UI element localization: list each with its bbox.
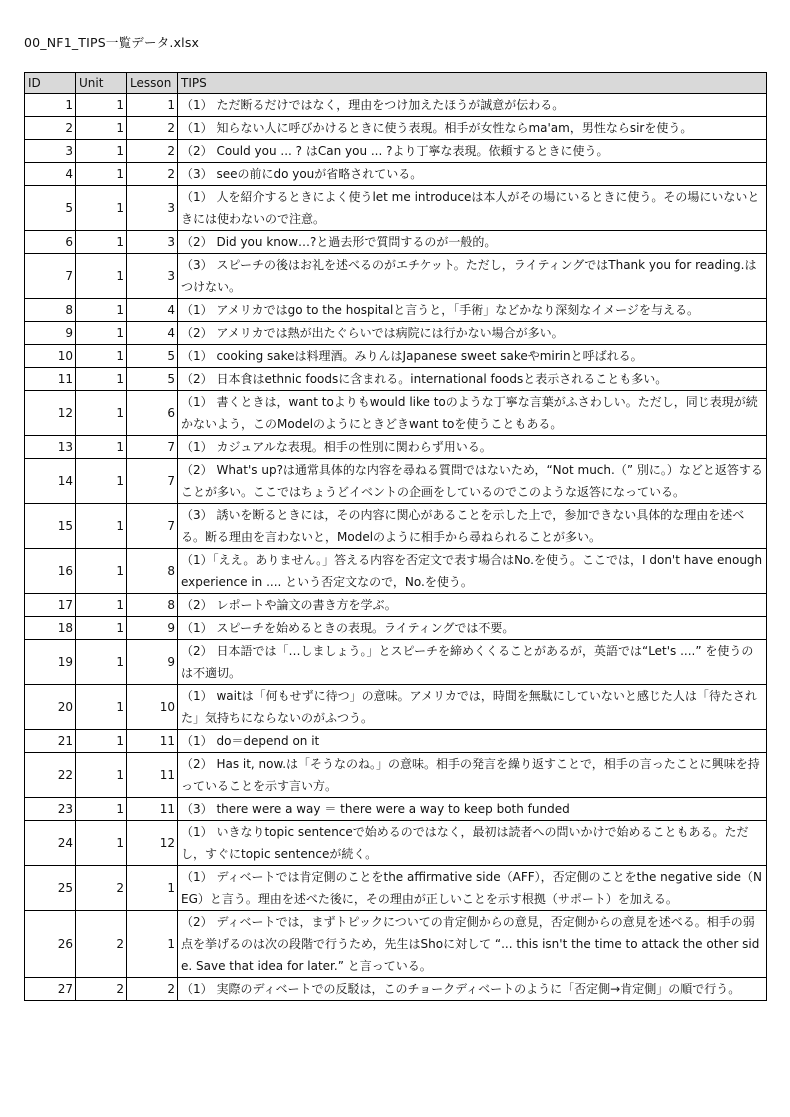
cell-unit: 1 xyxy=(76,504,127,549)
table-row xyxy=(25,504,767,549)
table-row xyxy=(25,911,767,978)
cell-tips: （3） seeの前にdo youが省略されている。 xyxy=(178,163,767,186)
header-id: ID xyxy=(25,73,76,94)
cell-tips: （1） ディベートでは肯定側のことをthe affirmative side（AFF），否定側のことをthe negative side（NEG）と言う。理由を述べた後に，その理由が正しいことを示す根拠（サポート）を加える。 xyxy=(178,866,767,911)
cell-lesson: 7 xyxy=(127,504,178,549)
cell-unit: 1 xyxy=(76,345,127,368)
cell-unit: 1 xyxy=(76,640,127,685)
cell-unit: 1 xyxy=(76,730,127,753)
cell-lesson: 4 xyxy=(127,322,178,345)
cell-lesson: 11 xyxy=(127,753,178,798)
header-lesson: Lesson xyxy=(127,73,178,94)
cell-lesson: 4 xyxy=(127,299,178,322)
table-row xyxy=(25,640,767,685)
cell-tips: （3） 誘いを断るときには，その内容に関心があることを示した上で，参加できない具体的な理由を述べる。断る理由を言わないと，Modelのように相手から尋ねられることが多い。 xyxy=(178,504,767,549)
cell-lesson: 11 xyxy=(127,798,178,821)
cell-id: 3 xyxy=(25,140,76,163)
cell-tips: （2） レポートや論文の書き方を学ぶ。 xyxy=(178,594,767,617)
cell-lesson: 2 xyxy=(127,163,178,186)
table-row xyxy=(25,299,767,322)
table-row xyxy=(25,391,767,436)
cell-unit: 2 xyxy=(76,911,127,978)
cell-lesson: 9 xyxy=(127,617,178,640)
cell-unit: 2 xyxy=(76,866,127,911)
table-body xyxy=(25,94,767,1001)
cell-unit: 1 xyxy=(76,322,127,345)
table-row xyxy=(25,459,767,504)
cell-lesson: 11 xyxy=(127,730,178,753)
cell-id: 17 xyxy=(25,594,76,617)
cell-unit: 1 xyxy=(76,685,127,730)
cell-tips: （1） waitは「何もせずに待つ」の意味。アメリカでは，時間を無駄にしていないと感じた人は「待たされた」気持ちにならないのがふつう。 xyxy=(178,685,767,730)
cell-id: 25 xyxy=(25,866,76,911)
cell-unit: 1 xyxy=(76,549,127,594)
table-row xyxy=(25,368,767,391)
cell-lesson: 2 xyxy=(127,117,178,140)
cell-id: 24 xyxy=(25,821,76,866)
table-row xyxy=(25,186,767,231)
cell-lesson: 3 xyxy=(127,186,178,231)
cell-id: 13 xyxy=(25,436,76,459)
cell-unit: 1 xyxy=(76,391,127,436)
cell-tips: （1） カジュアルな表現。相手の性別に関わらず用いる。 xyxy=(178,436,767,459)
cell-unit: 1 xyxy=(76,231,127,254)
table-row xyxy=(25,254,767,299)
cell-lesson: 3 xyxy=(127,254,178,299)
cell-tips: （1） do＝depend on it xyxy=(178,730,767,753)
cell-tips: （1） スピーチを始めるときの表現。ライティングでは不要。 xyxy=(178,617,767,640)
cell-unit: 1 xyxy=(76,117,127,140)
cell-tips: （1） 人を紹介するときによく使うlet me introduceは本人がその場にいるときに使う。その場にいないときには使わないので注意。 xyxy=(178,186,767,231)
cell-id: 27 xyxy=(25,978,76,1001)
cell-tips: （2） ディベートでは，まずトピックについての肯定側からの意見，否定側からの意見を述べる。相手の弱点を挙げるのは次の段階で行うため，先生はShoに対して “... this isn't the time to attack the other side. Save that idea for later.” と言っている。 xyxy=(178,911,767,978)
cell-tips: （1） ただ断るだけではなく，理由をつけ加えたほうが誠意が伝わる。 xyxy=(178,94,767,117)
cell-id: 26 xyxy=(25,911,76,978)
table-row xyxy=(25,753,767,798)
cell-id: 9 xyxy=(25,322,76,345)
table-row xyxy=(25,140,767,163)
cell-lesson: 7 xyxy=(127,459,178,504)
cell-tips: （3） there were a way ＝ there were a way to keep both funded xyxy=(178,798,767,821)
cell-id: 14 xyxy=(25,459,76,504)
cell-tips: （1） 実際のディベートでの反駁は，このチョークディベートのように「否定側→肯定側」の順で行う。 xyxy=(178,978,767,1001)
cell-lesson: 1 xyxy=(127,94,178,117)
cell-lesson: 7 xyxy=(127,436,178,459)
cell-lesson: 5 xyxy=(127,345,178,368)
cell-unit: 1 xyxy=(76,140,127,163)
cell-lesson: 9 xyxy=(127,640,178,685)
table-row xyxy=(25,436,767,459)
cell-id: 22 xyxy=(25,753,76,798)
table-row xyxy=(25,821,767,866)
table-row xyxy=(25,798,767,821)
cell-id: 20 xyxy=(25,685,76,730)
cell-id: 2 xyxy=(25,117,76,140)
cell-lesson: 3 xyxy=(127,231,178,254)
cell-id: 15 xyxy=(25,504,76,549)
cell-unit: 1 xyxy=(76,594,127,617)
cell-lesson: 2 xyxy=(127,978,178,1001)
table-row xyxy=(25,549,767,594)
cell-unit: 1 xyxy=(76,94,127,117)
cell-tips: （1） cooking sakeは料理酒。みりんはJapanese sweet sakeやmirinと呼ばれる。 xyxy=(178,345,767,368)
cell-id: 4 xyxy=(25,163,76,186)
cell-id: 11 xyxy=(25,368,76,391)
cell-id: 10 xyxy=(25,345,76,368)
cell-id: 7 xyxy=(25,254,76,299)
cell-tips: （1） アメリカではgo to the hospitalと言うと，「手術」などかなり深刻なイメージを与える。 xyxy=(178,299,767,322)
cell-unit: 2 xyxy=(76,978,127,1001)
cell-lesson: 8 xyxy=(127,549,178,594)
cell-unit: 1 xyxy=(76,436,127,459)
cell-unit: 1 xyxy=(76,617,127,640)
table-row xyxy=(25,617,767,640)
table-row xyxy=(25,163,767,186)
table-row xyxy=(25,866,767,911)
cell-tips: （2） Has it, now.は「そうなのね。」の意味。相手の発言を繰り返すことで，相手の言ったことに興味を持っていることを示す言い方。 xyxy=(178,753,767,798)
cell-id: 19 xyxy=(25,640,76,685)
cell-tips: （1）「ええ。ありません。」答える内容を否定文で表す場合はNo.を使う。ここでは，I don't have enough experience in .... という否定文なので，No.を使う。 xyxy=(178,549,767,594)
document-title: 00_NF1_TIPS一覧データ.xlsx xyxy=(24,35,200,50)
table-row xyxy=(25,594,767,617)
cell-tips: （2） アメリカでは熱が出たぐらいでは病院には行かない場合が多い。 xyxy=(178,322,767,345)
cell-unit: 1 xyxy=(76,254,127,299)
cell-lesson: 5 xyxy=(127,368,178,391)
cell-unit: 1 xyxy=(76,368,127,391)
cell-tips: （1） 書くときは，want toよりもwould like toのような丁寧な言葉がふさわしい。ただし，同じ表現が続かないよう，このModelのようにときどきwant toを使うこともある。 xyxy=(178,391,767,436)
table-row xyxy=(25,685,767,730)
cell-unit: 1 xyxy=(76,798,127,821)
table-row xyxy=(25,94,767,117)
header-unit: Unit xyxy=(76,73,127,94)
cell-lesson: 12 xyxy=(127,821,178,866)
table-row xyxy=(25,117,767,140)
cell-unit: 1 xyxy=(76,459,127,504)
cell-unit: 1 xyxy=(76,186,127,231)
table-row xyxy=(25,978,767,1001)
cell-tips: （2） Did you know…?と過去形で質問するのが一般的。 xyxy=(178,231,767,254)
cell-tips: （1） いきなりtopic sentenceで始めるのではなく，最初は読者への問いかけで始めることもある。ただし，すぐにtopic sentenceが続く。 xyxy=(178,821,767,866)
tips-table xyxy=(24,72,767,1001)
table-row xyxy=(25,345,767,368)
cell-tips: （2） 日本語では「…しましょう。」とスピーチを締めくくることがあるが，英語では“Let's ....” を使うのは不適切。 xyxy=(178,640,767,685)
cell-lesson: 2 xyxy=(127,140,178,163)
header-tips: TIPS xyxy=(178,73,767,94)
cell-tips: （2） 日本食はethnic foodsに含まれる。international foodsと表示されることも多い。 xyxy=(178,368,767,391)
header-row xyxy=(25,73,767,94)
cell-id: 8 xyxy=(25,299,76,322)
cell-unit: 1 xyxy=(76,753,127,798)
cell-unit: 1 xyxy=(76,163,127,186)
table-row xyxy=(25,730,767,753)
cell-tips: （2） What's up?は通常具体的な内容を尋ねる質問ではないため，“Not much.（” 別に。）などと返答することが多い。ここではちょうどイベントの企画をしているのでこのような返答になっている。 xyxy=(178,459,767,504)
cell-id: 18 xyxy=(25,617,76,640)
table-row xyxy=(25,322,767,345)
cell-tips: （3） スピーチの後はお礼を述べるのがエチケット。ただし，ライティングではThank you for reading.はつけない。 xyxy=(178,254,767,299)
cell-lesson: 8 xyxy=(127,594,178,617)
cell-id: 21 xyxy=(25,730,76,753)
cell-id: 1 xyxy=(25,94,76,117)
cell-unit: 1 xyxy=(76,821,127,866)
cell-id: 5 xyxy=(25,186,76,231)
cell-id: 12 xyxy=(25,391,76,436)
cell-id: 16 xyxy=(25,549,76,594)
cell-tips: （1） 知らない人に呼びかけるときに使う表現。相手が女性ならma'am，男性ならsirを使う。 xyxy=(178,117,767,140)
cell-lesson: 1 xyxy=(127,866,178,911)
cell-id: 23 xyxy=(25,798,76,821)
cell-lesson: 6 xyxy=(127,391,178,436)
cell-lesson: 10 xyxy=(127,685,178,730)
table-row xyxy=(25,231,767,254)
cell-tips: （2） Could you ... ? はCan you ... ?より丁寧な表現。依頼するときに使う。 xyxy=(178,140,767,163)
cell-unit: 1 xyxy=(76,299,127,322)
cell-id: 6 xyxy=(25,231,76,254)
cell-lesson: 1 xyxy=(127,911,178,978)
